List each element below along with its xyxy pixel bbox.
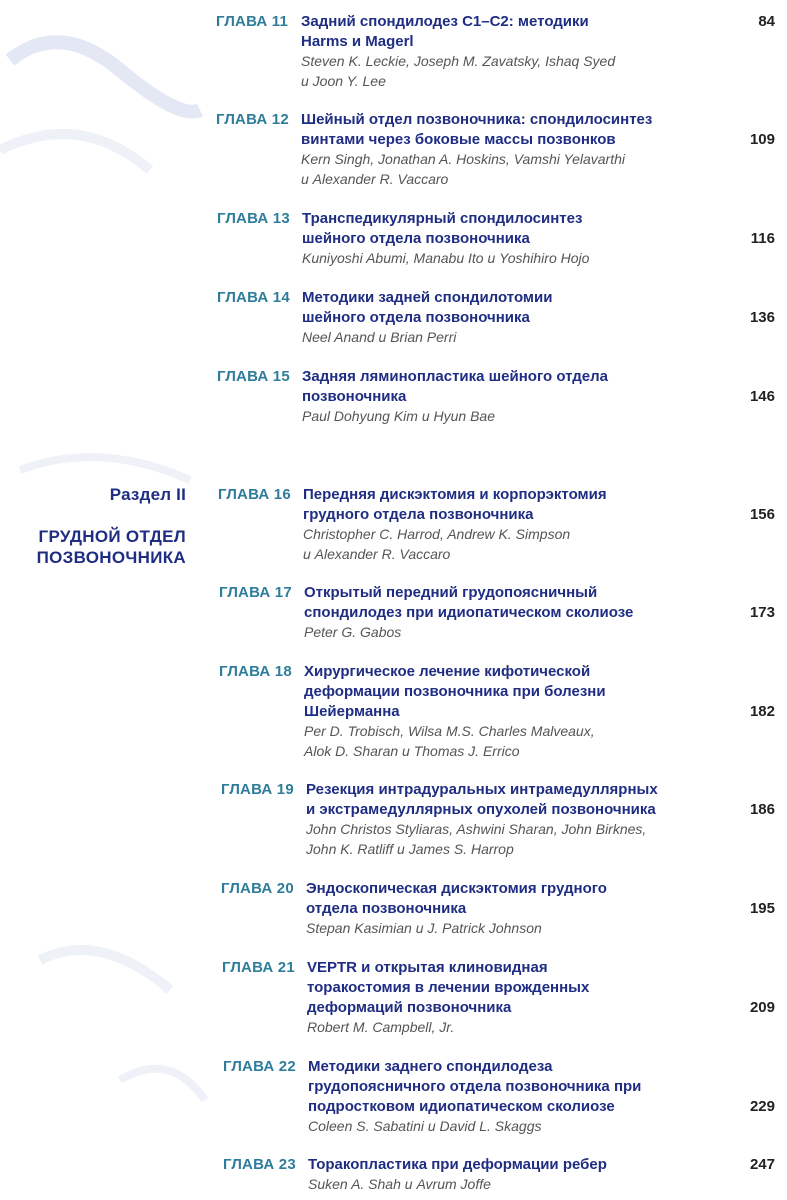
page-number: 116 [750, 230, 775, 247]
chapter-title-line: Хирургическое лечение кифотической [304, 663, 591, 680]
chapter-title-line: Методики заднего спондилодеза [308, 1058, 553, 1075]
chapter-body [304, 583, 704, 643]
chapter-number: ГЛАВА 17 [219, 584, 292, 601]
section-label: Раздел II [109, 485, 186, 504]
chapter-authors-line: John Christos Styliaras, Ashwini Sharan, John Birknes, [306, 821, 647, 837]
section-title-line: ПОЗВОНОЧНИКА [36, 548, 186, 567]
chapter-body [308, 1057, 708, 1137]
chapter-title-line: Резекция интрадуральных интрамедуллярных [306, 781, 658, 798]
chapter-authors-line: Alok D. Sharan и Thomas J. Errico [304, 742, 520, 759]
page-number: 156 [749, 506, 775, 523]
chapter-title-line: шейного отдела позвоночника [302, 309, 530, 326]
chapter-authors-line: Paul Dohyung Kim и Hyun Bae [302, 408, 495, 424]
section-title-line: ГРУДНОЙ ОТДЕЛ [38, 527, 186, 546]
page-number: 146 [749, 388, 775, 405]
chapter-number: ГЛАВА 23 [223, 1156, 296, 1173]
chapter-number: ГЛАВА 16 [218, 486, 291, 503]
chapter-body [302, 288, 702, 348]
chapter-number: ГЛАВА 18 [219, 663, 292, 680]
page-number: 136 [749, 309, 775, 326]
chapter-title-line: Открытый передний грудопоясничный [304, 584, 598, 601]
chapter-title-line: Передняя дискэктомия и корпорэктомия [303, 486, 607, 503]
chapter-authors-line: Per D. Trobisch, Wilsa M.S. Charles Malveaux, [304, 723, 595, 739]
chapter-title-line: Шейерманна [304, 703, 400, 720]
chapter-authors-line: Robert M. Campbell, Jr. [307, 1019, 455, 1035]
chapter-body [304, 662, 704, 761]
chapter-body [306, 780, 706, 859]
chapter-title-line: шейного отдела позвоночника [302, 230, 530, 247]
chapter-title-line: и экстрамедуллярных опухолей позвоночника [306, 801, 656, 818]
chapter-title-line: позвоночника [302, 388, 407, 405]
chapter-title-line: отдела позвоночника [306, 900, 467, 917]
chapter-authors-line: Stepan Kasimian и J. Patrick Johnson [306, 920, 542, 936]
chapter-title-line: Harms и Magerl [301, 33, 414, 50]
page-number: 84 [758, 13, 775, 30]
chapter-title-line: винтами через боковые массы позвонков [301, 131, 616, 148]
chapter-body [302, 209, 702, 269]
chapter-authors-line: Neel Anand и Brian Perri [302, 329, 457, 345]
page-number: 229 [749, 1098, 775, 1115]
chapter-body [301, 110, 701, 189]
chapter-title-line: Шейный отдел позвоночника: спондилосинтез [301, 111, 653, 128]
chapter-authors-line: Kern Singh, Jonathan A. Hoskins, Vamshi Yelavarthi [301, 151, 625, 167]
chapter-title-line: грудного отдела позвоночника [303, 506, 534, 523]
chapter-title-line: торакостомия в лечении врожденных [307, 979, 590, 996]
chapter-number: ГЛАВА 19 [221, 781, 294, 798]
chapter-authors-line: и Alexander R. Vaccaro [301, 170, 449, 187]
chapter-authors-line: Peter G. Gabos [304, 624, 402, 640]
chapter-number: ГЛАВА 12 [216, 111, 289, 128]
chapter-number: ГЛАВА 20 [221, 880, 294, 897]
chapter-title-line: спондилодез при идиопатическом сколиозе [304, 604, 634, 621]
chapter-body [301, 12, 701, 91]
page-number: 186 [749, 801, 775, 818]
chapter-title-line: деформации позвоночника при болезни [304, 683, 606, 700]
chapter-title-line: грудопоясничного отдела позвоночника при [308, 1078, 642, 1095]
chapter-body [303, 485, 703, 564]
chapter-body [307, 958, 707, 1038]
chapter-authors-line: Coleen S. Sabatini и David L. Skaggs [308, 1118, 542, 1134]
chapter-authors-line: Christopher C. Harrod, Andrew K. Simpson [303, 526, 571, 542]
chapter-title-line: Эндоскопическая дискэктомия грудного [306, 880, 607, 897]
chapter-authors-line: и Alexander R. Vaccaro [303, 545, 451, 562]
chapter-body [308, 1155, 708, 1195]
page-number: 247 [749, 1156, 775, 1173]
chapter-title-line: Торакопластика при деформации ребер [308, 1156, 607, 1173]
chapter-number: ГЛАВА 22 [223, 1058, 296, 1075]
chapter-authors-line: John K. Ratliff и James S. Harrop [306, 840, 514, 857]
chapter-authors-line: и Joon Y. Lee [301, 72, 386, 89]
chapter-body [306, 879, 706, 939]
page-number: 173 [749, 604, 775, 621]
chapter-title-line: Задняя ляминопластика шейного отдела [302, 368, 609, 385]
chapter-authors-line: Steven K. Leckie, Joseph M. Zavatsky, Ishaq Syed [301, 53, 616, 69]
chapter-number: ГЛАВА 13 [217, 210, 290, 227]
chapter-number: ГЛАВА 15 [217, 368, 290, 385]
chapter-title-line: VEPTR и открытая клиновидная [307, 959, 548, 976]
section-title [0, 526, 186, 568]
page-number: 209 [749, 999, 775, 1016]
chapter-number: ГЛАВА 21 [222, 959, 295, 976]
page-number: 182 [749, 703, 775, 720]
chapter-authors-line: Suken A. Shah и Avrum Joffe [308, 1176, 491, 1192]
page-number: 109 [749, 131, 775, 148]
chapter-authors-line: Kuniyoshi Abumi, Manabu Ito и Yoshihiro Hojo [302, 250, 590, 266]
background-watermark [0, 0, 210, 1200]
chapter-title-line: подростковом идиопатическом сколиозе [308, 1098, 615, 1115]
chapter-title-line: Задний спондилодез С1–С2: методики [301, 13, 589, 30]
page-number: 195 [749, 900, 775, 917]
chapter-title-line: Транспедикулярный спондилосинтез [302, 210, 583, 227]
chapter-body [302, 367, 702, 427]
chapter-title-line: деформаций позвоночника [307, 999, 512, 1016]
chapter-number: ГЛАВА 11 [216, 13, 289, 30]
chapter-title-line: Методики задней спондилотомии [302, 289, 553, 306]
chapter-number: ГЛАВА 14 [217, 289, 290, 306]
